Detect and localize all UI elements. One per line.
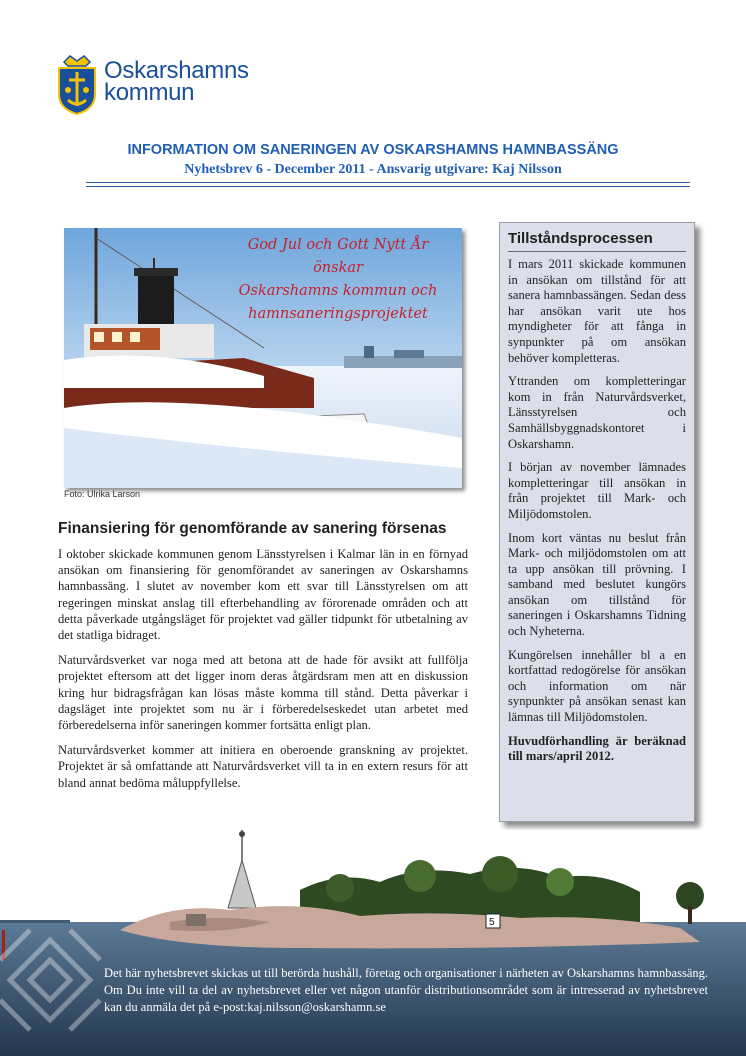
greeting-line-3: Oskarshamns kommun och: [238, 283, 438, 299]
article-heading: Finansiering för genomförande av sanering försenas: [58, 520, 447, 537]
winter-harbor-photo: [64, 228, 462, 488]
newsletter-title: INFORMATION OM SANERINGEN AV OSKARSHAMNS HAMNBASSÄNG: [127, 142, 619, 158]
greeting-line-2: önskar: [313, 260, 363, 276]
sidebar-heading: Tillståndsprocessen: [508, 230, 653, 247]
newsletter-subtitle: Nyhetsbrev 6 - December 2011 - Ansvarig utgivare: Kaj Nilsson: [184, 162, 562, 177]
logo-line-2: kommun: [104, 79, 195, 106]
sidebar-paragraph: I mars 2011 skickade kommunen in ansökan om tillstånd för att sanera hamnbassängen. Sedan dess har ansökan varit ute hos myndigheter för att fånga in synpunkter på om ansökan behöver kompletteras.: [508, 257, 686, 365]
article-financing: [58, 520, 468, 800]
footer-island-image: [0, 830, 746, 1056]
permit-process-sidebar: [499, 222, 695, 822]
article-paragraph: Naturvårdsverket var noga med att betona att de hade för avsikt att fullfölja projektet eftersom att det ligger inom deras åtgärdsram men att en diskussion kring hur bidragsfrågan kan lösas måste komma till stånd. Detta påverkar i dagsläget inte projektet som nu är i förberedelseskedet utan arbetet med förberedelserna inför saneringen kommer fortsätta enligt plan.: [58, 653, 468, 733]
sidebar-paragraph: Inom kort väntas nu beslut från Mark- och miljödomstolen om att ta upp ansökan till prövning. I samband med beslutet kungörs ansökan om tillstånd för saneringen i Oskarshamns Tidning och Nyheterna.: [508, 530, 686, 639]
holiday-greeting: [214, 234, 462, 326]
municipality-logo: [56, 54, 276, 118]
greeting-line-1: God Jul och Gott Nytt År: [247, 237, 429, 253]
sidebar-bold-note: Huvudförhandling är beräknad till mars/april 2012.: [508, 733, 686, 764]
article-paragraph: Naturvårdsverket kommer att initiera en oberoende granskning av projektet. Projektet är så omfattande att Naturvårdsverket vill ta in en extern resurs för att bland annat bedöma måluppfyllelse.: [58, 743, 468, 790]
header-divider-top: [86, 182, 690, 183]
sidebar-paragraph: Kungörelsen innehåller bl a en kortfattad redogörelse för ansökan och information om när synpunkter på ansökan senast kan lämnas till Miljödomstolen.: [508, 647, 686, 725]
sidebar-paragraph: Yttranden om kompletteringar kom in från Naturvårdsverket, Länsstyrelsen och Samhällsbyggnadskontoret i Oskarshamn.: [508, 374, 686, 451]
greeting-line-4: hamnsaneringsprojektet: [248, 306, 428, 322]
sidebar-paragraph: I början av november lämnades kompletteringar till ansökan in från projektet till Mark- och Miljödomstolen.: [508, 460, 686, 521]
photo-credit: Foto: Ulrika Larson: [64, 489, 141, 499]
article-paragraph: I oktober skickade kommunen genom Länsstyrelsen i Kalmar län in en förnyad ansökan om finansiering för genomförandet av saneringen av Oskarshamns hamnbassäng. I slutet av november kom ett svar till Länsstyrelsen om att regeringen minskat anslag till efterbehandling av förorenade områden och att detta påverkade utgångsläget för projektet vad gäller tidpunkt för utbetalning av det statliga bidraget.: [58, 547, 468, 643]
footer-notice: Det här nyhetsbrevet skickas ut till berörda hushåll, företag och organisationer i närheten av Oskarshamns hamnbassäng. Om Du inte vill ta del av nyhetsbrevet eller vet någon utanför distributionsområdet som är intresserad av nyhetsbrevet kan du anmäla det på e-post:kaj.nilsson@oskarshamn.se: [104, 966, 708, 1014]
header-divider-bottom: [86, 186, 690, 187]
coat-of-arms-icon: [56, 54, 98, 116]
logo-line-1: Oskarshamns: [104, 57, 249, 84]
navigation-sign-number: 5: [489, 917, 495, 928]
sidebar-divider: [508, 251, 686, 252]
